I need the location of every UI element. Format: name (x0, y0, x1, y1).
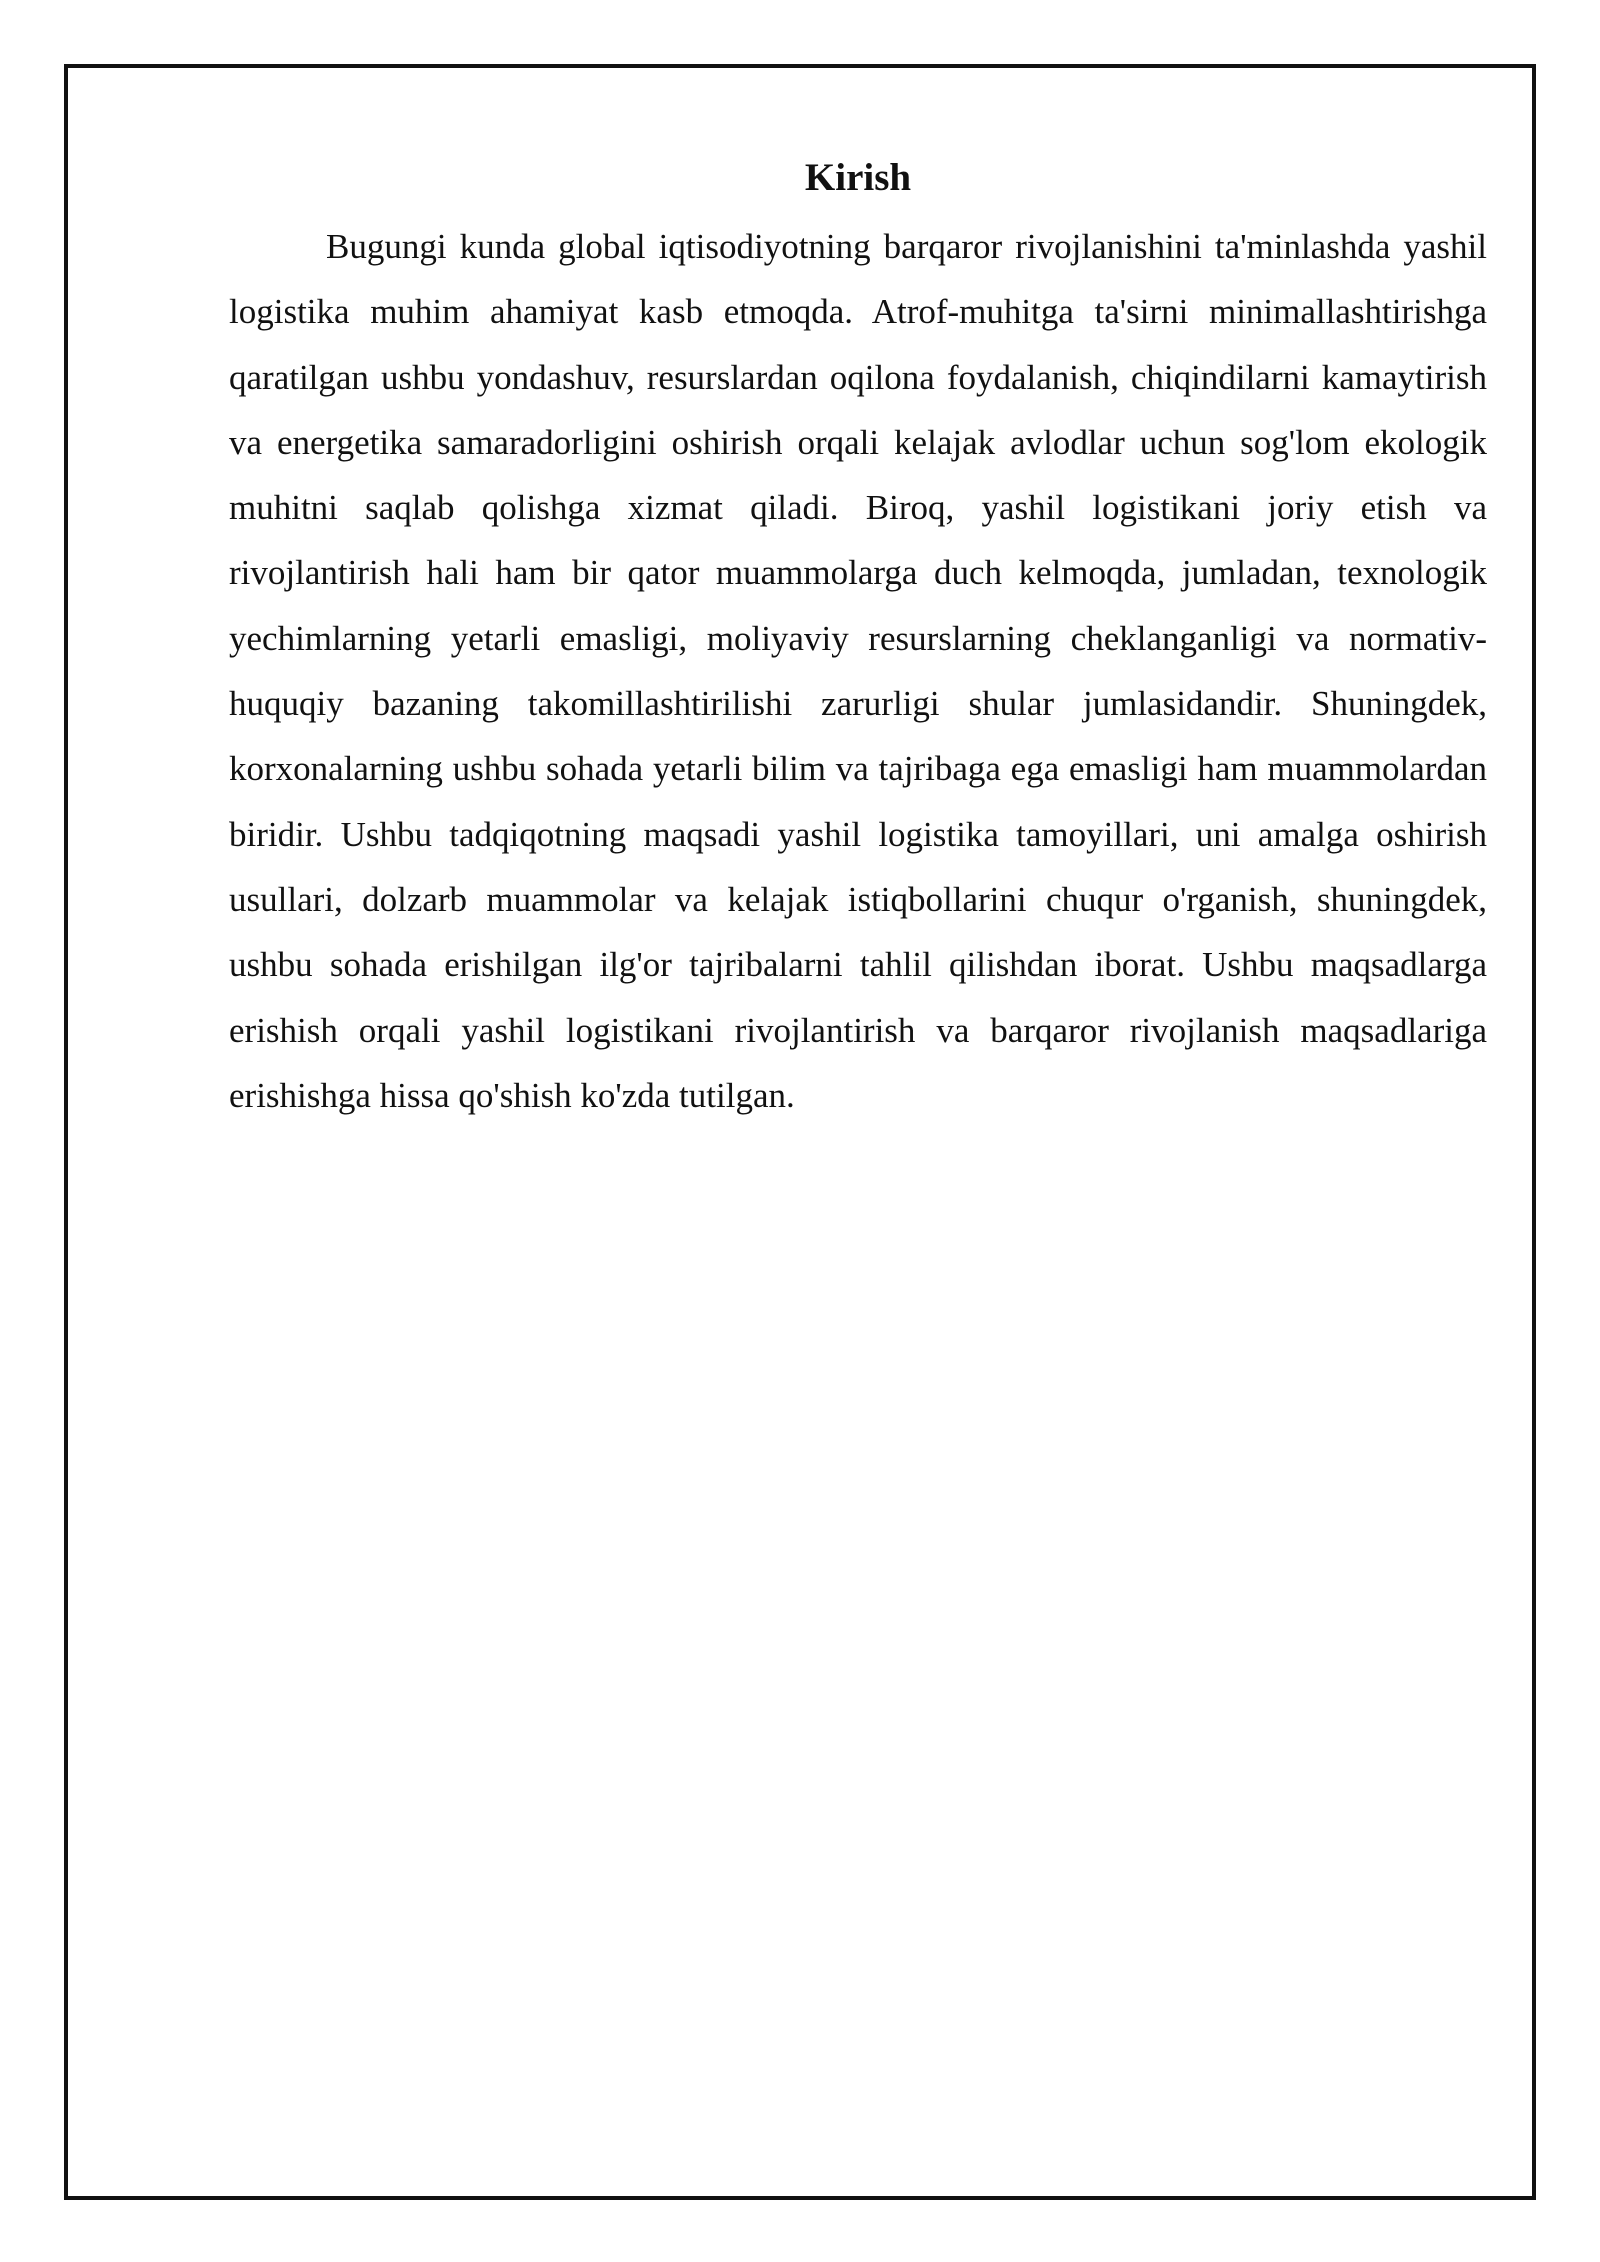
document-body (229, 148, 1487, 1128)
intro-paragraph: Bugungi kunda global iqtisodiyotning barqaror rivojlanishini ta'minlashda yashil logistika muhim ahamiyat kasb etmoqda. Atrof-muhitga ta'sirni minimallashtirishga qaratilgan ushbu yondashuv, resurslardan oqilona foydalanish, chiqindilarni kamaytirish va energetika samaradorligini oshirish orqali kelajak avlodlar uchun sog'lom ekologik muhitni saqlab qolishga xizmat qiladi. Biroq, yashil logistikani joriy etish va rivojlantirish hali ham bir qator muammolarga duch kelmoqda, jumladan, texnologik yechimlarning yetarli emasligi, moliyaviy resurslarning cheklanganligi va normativ-huquqiy bazaning takomillashtirilishi zarurligi shular jumlasidandir. Shuningdek, korxonalarning ushbu sohada yetarli bilim va tajribaga ega emasligi ham muammolardan biridir. Ushbu tadqiqotning maqsadi yashil logistika tamoyillari, uni amalga oshirish usullari, dolzarb muammolar va kelajak istiqbollarini chuqur o'rganish, shuningdek, ushbu sohada erishilgan ilg'or tajribalarni tahlil qilishdan iborat. Ushbu maqsadlarga erishish orqali yashil logistikani rivojlantirish va barqaror rivojlanish maqsadlariga erishishga hissa qo'shish ko'zda tutilgan. (229, 227, 1487, 1115)
document-title: Kirish (804, 156, 912, 199)
